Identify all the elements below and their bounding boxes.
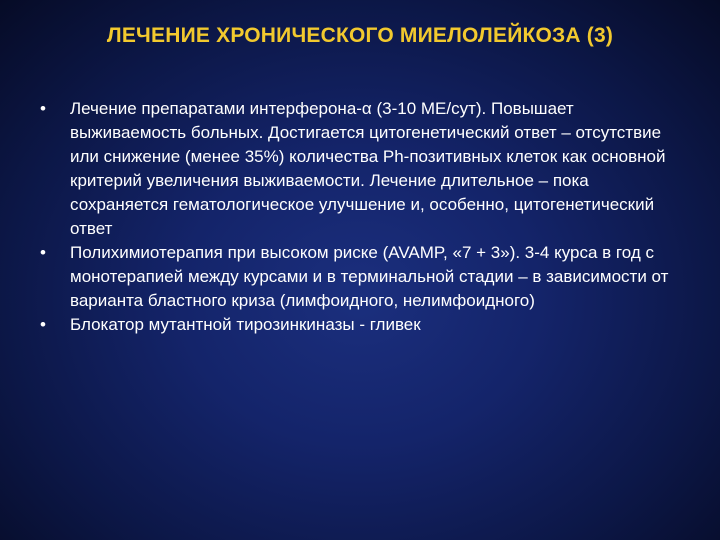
bullet-item-interferon — [40, 97, 680, 241]
bullet-text: Лечение препаратами интерферона-α (3-10 МЕ/сут). Повышает выживаемость больных. Достигается цитогенетический ответ – отсутствие или снижение (менее 35%) количества Ph-позитивных клеток как основной критерий увеличения выживаемости. Лечение длительное – пока сохраняется гематологическое улучшение и, особенно, цитогенетический ответ — [70, 99, 666, 238]
bullet-text: Полихимиотерапия при высоком риске (AVAMP, «7 + 3»). 3-4 курса в год с монотерапией между курсами и в терминальной стадии – в зависимости от варианта бластного криза (лимфоидного, нелимфоидного) — [70, 243, 669, 310]
bullet-dot-icon: • — [40, 243, 46, 262]
slide-title: ЛЕЧЕНИЕ ХРОНИЧЕСКОГО МИЕЛОЛЕЙКОЗА (3) — [106, 24, 614, 47]
bullet-dot-icon: • — [40, 315, 46, 334]
bullet-dot-icon: • — [40, 99, 46, 118]
bullet-item-polychemotherapy — [40, 241, 680, 313]
bullet-list — [40, 97, 680, 337]
bullet-item-tyrosine-kinase-blocker — [40, 313, 680, 337]
bullet-text: Блокатор мутантной тирозинкиназы - гливек — [70, 315, 421, 334]
